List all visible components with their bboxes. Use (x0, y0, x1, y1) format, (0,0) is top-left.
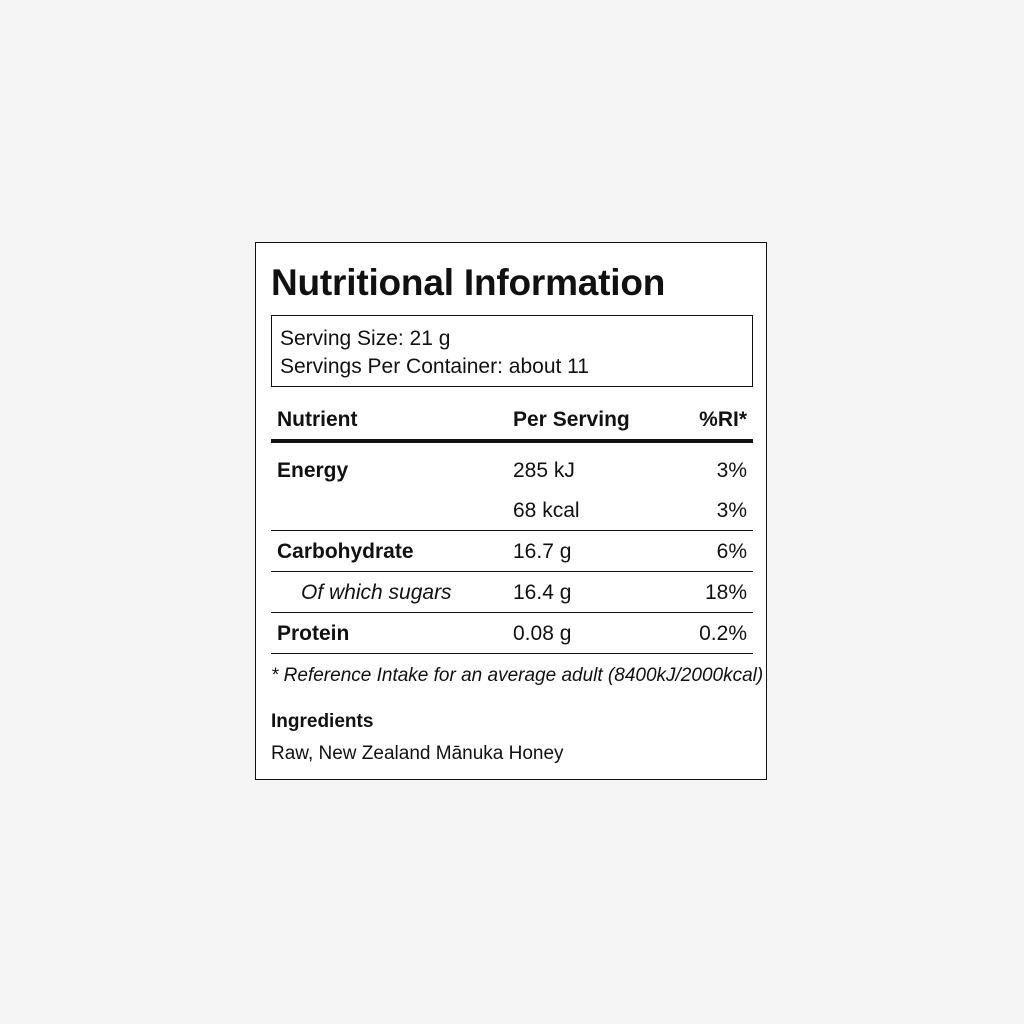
ri-value: 18% (704, 581, 747, 604)
per-serving-value: 0.08 g (513, 622, 572, 645)
per-serving-value: 68 kcal (513, 499, 580, 522)
ri-value: 3% (716, 459, 747, 482)
servings-per-container: Servings Per Container: about 11 (280, 355, 589, 378)
header-per-serving: Per Serving (513, 408, 630, 431)
table-row (271, 531, 753, 572)
nutrition-table (271, 403, 753, 654)
table-row (271, 443, 753, 490)
table-row (271, 490, 753, 531)
nutrient-name: Of which sugars (301, 581, 452, 604)
ingredients-heading: Ingredients (271, 711, 374, 732)
ri-value: 6% (716, 540, 747, 563)
table-row (271, 572, 753, 613)
serving-size: Serving Size: 21 g (280, 327, 451, 350)
per-serving-value: 285 kJ (513, 459, 575, 482)
header-nutrient: Nutrient (277, 408, 358, 431)
per-serving-value: 16.4 g (513, 581, 572, 604)
label-title: Nutritional Information (271, 262, 666, 303)
ri-value: 3% (716, 499, 747, 522)
nutrient-name: Protein (277, 622, 350, 645)
nutrient-name: Carbohydrate (277, 540, 414, 563)
table-row (271, 613, 753, 654)
ri-value: 0.2% (699, 622, 747, 645)
ingredients-text: Raw, New Zealand Mānuka Honey (271, 743, 564, 764)
nutrient-name: Energy (277, 459, 349, 482)
serving-info-box (271, 315, 753, 387)
table-header-row (271, 403, 753, 443)
reference-intake-footnote: * Reference Intake for an average adult (8400kJ/2000kcal) (271, 665, 764, 686)
nutrition-label (255, 242, 767, 780)
per-serving-value: 16.7 g (513, 540, 572, 563)
header-ri: %RI* (699, 408, 747, 431)
